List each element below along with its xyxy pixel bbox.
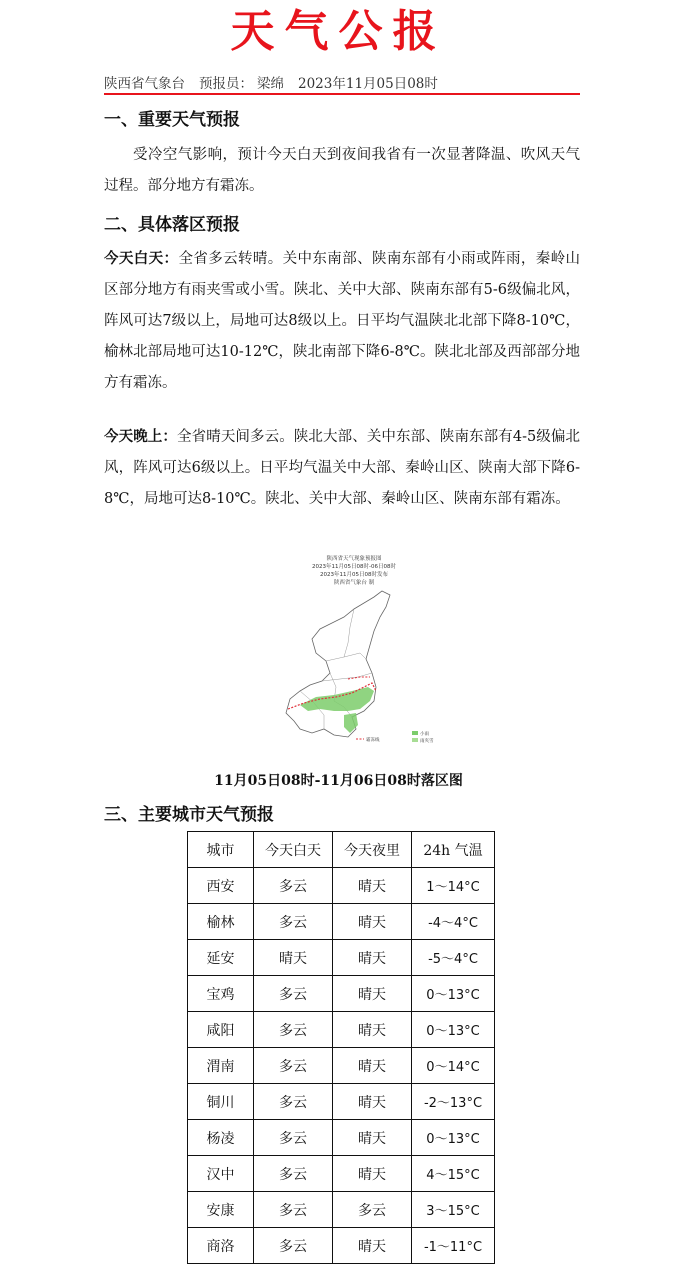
- table-row: [188, 1228, 495, 1264]
- temperature-cell: 0～13°C: [412, 1012, 495, 1048]
- night-weather-cell: 晴天: [333, 904, 412, 940]
- night-weather-cell: 晴天: [333, 1084, 412, 1120]
- legend-snow-swatch: [412, 738, 418, 742]
- column-header-night: 今天夜里: [333, 832, 412, 868]
- night-weather-cell: 晴天: [333, 1120, 412, 1156]
- bulletin-title: 天气公报: [230, 6, 447, 57]
- temperature-cell: 3～15°C: [412, 1192, 495, 1228]
- issue-datetime: 2023年11月05日08时: [298, 76, 438, 92]
- section-1-text: 受冷空气影响，预计今天白天到夜间我省有一次显著降温、吹风天气过程。部分地方有霜冻。: [104, 147, 580, 194]
- day-weather-cell: 多云: [254, 1156, 333, 1192]
- header-divider: [104, 93, 580, 95]
- map-producer: 陕西省气象台 制: [333, 580, 375, 586]
- forecast-map: [264, 555, 444, 755]
- night-weather-cell: 晴天: [333, 1048, 412, 1084]
- map-period: 2023年11月05日08时-06日08时: [312, 564, 396, 570]
- night-weather-cell: 晴天: [333, 1228, 412, 1264]
- city-cell: 宝鸡: [188, 976, 254, 1012]
- map-title: 陕西省天气现象预报图: [326, 556, 382, 562]
- table-row: [188, 868, 495, 904]
- day-weather-cell: 多云: [254, 904, 333, 940]
- shaanxi-map-graphic: [264, 587, 444, 752]
- night-weather-cell: 晴天: [333, 940, 412, 976]
- day-weather-cell: 多云: [254, 1048, 333, 1084]
- forecaster-label: 预报员：: [199, 76, 253, 92]
- section-1-heading: 一、重要天气预报: [104, 110, 240, 130]
- day-weather-cell: 多云: [254, 1084, 333, 1120]
- city-cell: 杨凌: [188, 1120, 254, 1156]
- temperature-cell: 1～14°C: [412, 868, 495, 904]
- table-row: [188, 904, 495, 940]
- temperature-cell: 4～15°C: [412, 1156, 495, 1192]
- night-forecast-lead: 今天晚上：: [104, 429, 178, 445]
- table-row: [188, 976, 495, 1012]
- night-weather-cell: 晴天: [333, 1012, 412, 1048]
- night-forecast-text: 全省晴天间多云。陕北大部、关中东部、陕南东部有4-5级偏北风，阵风可达6级以上。日平均气温关中大部、秦岭山区、陕南大部下降6-8℃，局地可达8-10℃。陕北、关中大部、秦岭山区、陕南东部有霜冻。: [104, 429, 580, 507]
- day-weather-cell: 多云: [254, 1192, 333, 1228]
- city-cell: 汉中: [188, 1156, 254, 1192]
- temperature-cell: -5～4°C: [412, 940, 495, 976]
- day-forecast-lead: 今天白天：: [104, 251, 179, 267]
- night-weather-cell: 多云: [333, 1192, 412, 1228]
- day-forecast-text: 全省多云转晴。关中东南部、陕南东部有小雨或阵雨，秦岭山区部分地方有雨夹雪或小雪。陕北、关中大部、陕南东部有5-6级偏北风，阵风可达7级以上，局地可达8级以上。日平均气温陕北北部下降8-10℃，榆林北部局地可达10-12℃，陕北南部下降6-8℃。陕北北部及西部部分地方有霜冻。: [104, 251, 580, 391]
- temperature-cell: 0～13°C: [412, 1120, 495, 1156]
- city-cell: 西安: [188, 868, 254, 904]
- city-cell: 商洛: [188, 1228, 254, 1264]
- city-cell: 榆林: [188, 904, 254, 940]
- column-header-day: 今天白天: [254, 832, 333, 868]
- table-row: [188, 1156, 495, 1192]
- night-weather-cell: 晴天: [333, 868, 412, 904]
- forecaster-name: 梁绵: [257, 76, 284, 92]
- map-caption: 11月05日08时-11月06日08时落区图: [214, 773, 463, 789]
- table-row: [188, 940, 495, 976]
- map-title-block: [264, 555, 444, 587]
- night-weather-cell: 晴天: [333, 976, 412, 1012]
- temperature-cell: -2～13°C: [412, 1084, 495, 1120]
- legend-rain-label: 小雨: [420, 732, 429, 737]
- city-cell: 铜川: [188, 1084, 254, 1120]
- temperature-cell: -4～4°C: [412, 904, 495, 940]
- day-weather-cell: 晴天: [254, 940, 333, 976]
- legend-snow-label: 雨夹雪: [420, 739, 434, 744]
- section-2-heading: 二、具体落区预报: [104, 215, 240, 235]
- table-row: [188, 1192, 495, 1228]
- day-weather-cell: 多云: [254, 1012, 333, 1048]
- column-header-temp: 24h 气温: [412, 832, 495, 868]
- city-cell: 渭南: [188, 1048, 254, 1084]
- table-row: [188, 1048, 495, 1084]
- city-forecast-table: [187, 831, 495, 1264]
- agency-name: 陕西省气象台: [104, 76, 185, 92]
- day-weather-cell: 多云: [254, 1228, 333, 1264]
- column-header-city: 城市: [188, 832, 254, 868]
- section-3-heading: 三、主要城市天气预报: [104, 805, 274, 825]
- city-cell: 安康: [188, 1192, 254, 1228]
- temperature-cell: 0～14°C: [412, 1048, 495, 1084]
- table-row: [188, 1120, 495, 1156]
- bulletin-header: [104, 74, 580, 94]
- day-weather-cell: 多云: [254, 976, 333, 1012]
- table-row: [188, 1012, 495, 1048]
- city-cell: 咸阳: [188, 1012, 254, 1048]
- day-weather-cell: 多云: [254, 1120, 333, 1156]
- temperature-cell: 0～13°C: [412, 976, 495, 1012]
- province-outline: [286, 591, 390, 737]
- table-header-row: [188, 832, 495, 868]
- city-cell: 延安: [188, 940, 254, 976]
- map-issued: 2023年11月05日08时发布: [320, 572, 388, 578]
- legend-frost-label: 霜冻线: [366, 738, 380, 743]
- day-forecast-paragraph: [104, 244, 580, 399]
- legend-rain-swatch: [412, 731, 418, 735]
- day-weather-cell: 多云: [254, 868, 333, 904]
- night-weather-cell: 晴天: [333, 1156, 412, 1192]
- table-row: [188, 1084, 495, 1120]
- night-forecast-paragraph: [104, 422, 580, 515]
- temperature-cell: -1～11°C: [412, 1228, 495, 1264]
